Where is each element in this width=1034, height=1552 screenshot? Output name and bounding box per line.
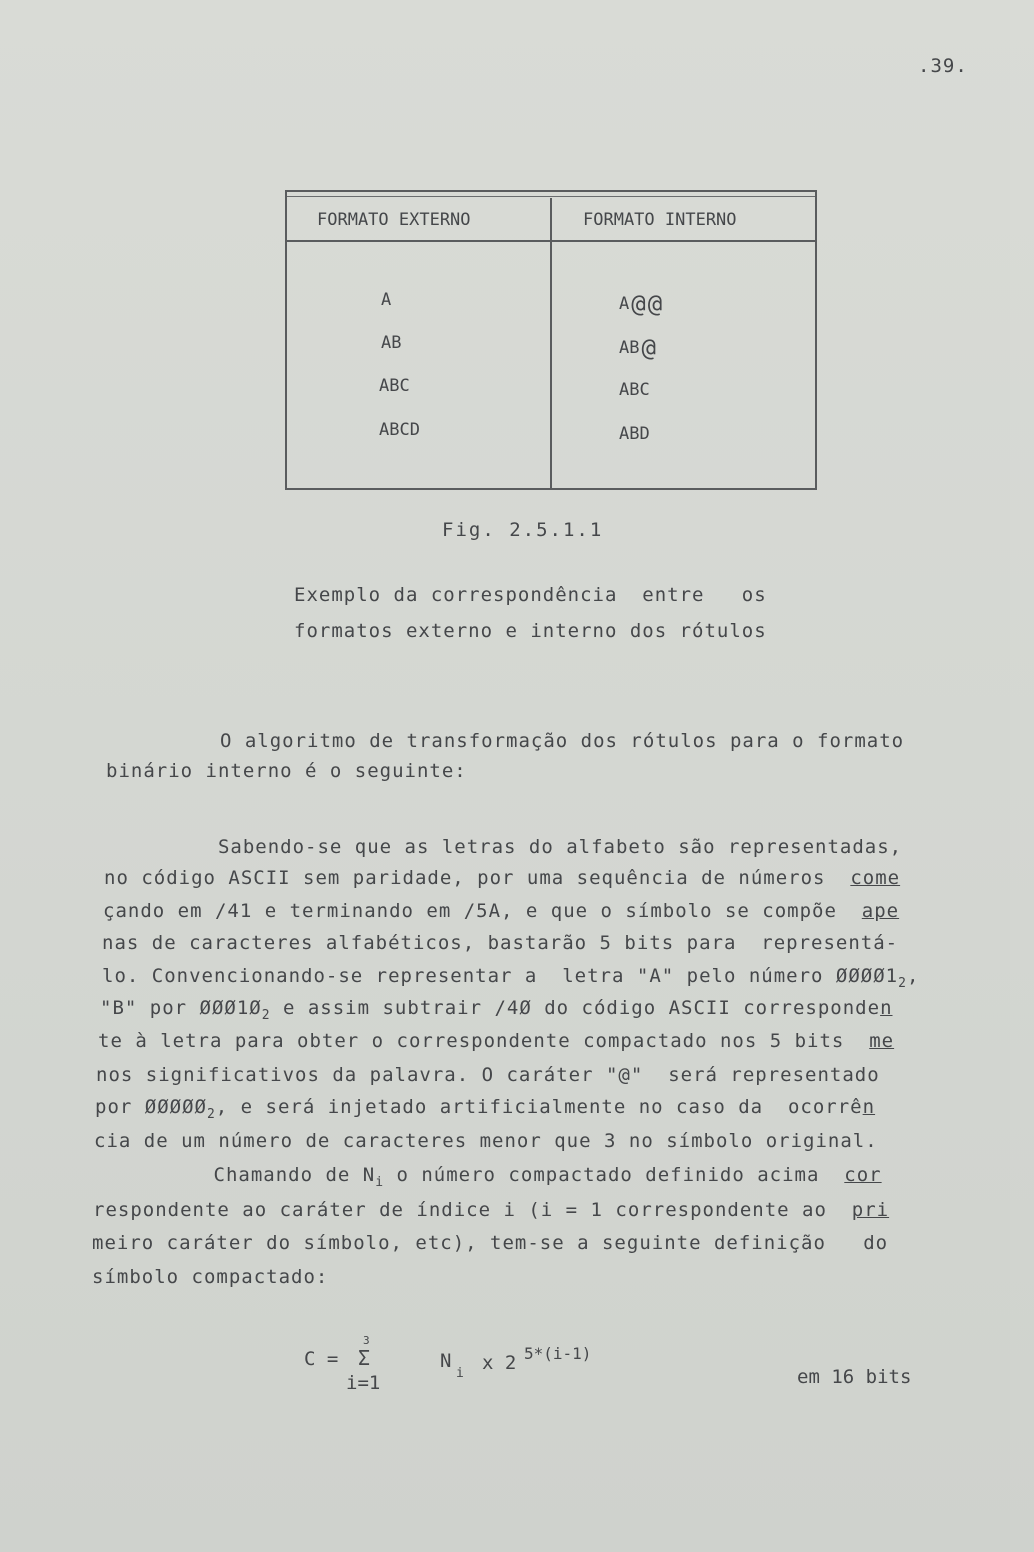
internal-value-1: A [619,294,630,314]
format-table [285,190,817,490]
paragraph2-line-8: nos significativos da palavra. O caráter "@" será representado [96,1064,880,1086]
paragraph2-line-10: cia de um número de caracteres menor que 3 no símbolo original. [94,1130,878,1152]
formula-term-subscript: i [456,1366,464,1381]
external-cell-2: AB [381,333,402,353]
subscript: 2 [261,1008,271,1023]
text-run-underlined: come [850,867,901,889]
paragraph2-line-7 [98,1030,894,1052]
formula-note: em 16 bits [797,1366,912,1388]
subscript: 2 [206,1107,216,1122]
paragraph3-line-1 [114,1164,882,1190]
text-run: ØØØØ1 [835,965,899,987]
text-run-underlined: pri [851,1199,890,1221]
formula-times: x 2 [482,1352,517,1374]
paragraph1-line-1: O algoritmo de transformação dos rótulos para o formato [108,730,905,752]
subscript: 2 [898,976,907,991]
text-run: ØØØØØ [144,1096,207,1118]
at-pad-symbol: @ [647,290,663,318]
external-cell-1: A [381,290,392,310]
page-number: .39. [918,55,968,77]
internal-value-2: AB [619,338,640,358]
table-top-rule [287,196,815,197]
subscript: i [375,1175,385,1190]
paragraph2-line-5 [102,965,919,991]
header-internal: FORMATO INTERNO [583,210,737,230]
paragraph2-line-3 [103,900,899,922]
internal-cell-3: ABC [619,380,650,400]
text-run-underlined: cor [844,1164,882,1186]
paragraph3-line-3: meiro caráter do símbolo, etc), tem-se a seguinte definição do [92,1232,889,1254]
figure-label: Fig. 2.5.1.1 [442,519,604,541]
paragraph3-line-2 [93,1199,889,1221]
text-run-underlined: n [862,1096,876,1118]
paragraph2-line-1: Sabendo-se que as letras do alfabeto são representadas, [106,836,903,858]
text-run: ØØØ1Ø [199,997,262,1019]
text-run: çando em /41 e terminando em /5A, e que o símbolo se compõe [103,900,862,922]
text-run: por [95,1096,145,1118]
formula-lower-limit: i=1 [346,1372,381,1394]
paragraph2-line-6 [100,997,893,1023]
text-run-underlined: n [880,997,893,1019]
internal-cell-4: ABD [619,424,650,444]
at-pad-symbol: @ [631,290,646,318]
paragraph2-line-4: nas de caracteres alfabéticos, bastarão 5 bits para representá- [102,932,899,954]
sigma-symbol: Σ [358,1346,371,1370]
external-cell-3: ABC [379,376,410,396]
text-run: , [906,965,920,987]
text-run-underlined: me [869,1030,895,1052]
text-run: respondente ao caráter de índice i (i = 1 correspondente ao [93,1199,852,1221]
text-run: no código ASCII sem paridade, por uma sequência de números [104,867,851,889]
formula-exponent: 5*(i-1) [524,1344,592,1363]
text-run: lo. Convencionando-se representar a letra "A" pelo número [102,965,836,987]
header-external: FORMATO EXTERNO [317,210,471,230]
text-run-underlined: ape [861,900,900,922]
formula-term: N [440,1350,452,1372]
text-run: te à letra para obter o correspondente compactado nos 5 bits [98,1030,870,1052]
paragraph2-line-2 [104,867,900,889]
text-run: e assim subtrair /4Ø do código ASCII corresponde [270,997,881,1019]
formula-lhs: C = [304,1348,339,1370]
text-run: o número compactado definido acima [384,1164,845,1186]
text-run: , e será injetado artificialmente no caso da ocorrê [215,1096,863,1118]
paragraph2-line-9 [95,1096,875,1122]
internal-cell-2 [619,336,656,360]
paragraph3-line-4: símbolo compactado: [92,1266,329,1288]
external-cell-4: ABCD [379,420,420,440]
paragraph1-line-2: binário interno é o seguinte: [106,760,467,782]
figure-caption-line-2: formatos externo e interno dos rótulos [294,620,767,642]
internal-cell-1 [619,292,662,316]
figure-caption-line-1: Exemplo da correspondência entre os [294,584,767,606]
text-run: "B" por [100,997,200,1019]
at-pad-symbol: @ [641,334,656,362]
table-column-divider [550,198,552,488]
formula-upper-limit: 3 [363,1334,370,1347]
text-run: Chamando de N [114,1164,376,1186]
